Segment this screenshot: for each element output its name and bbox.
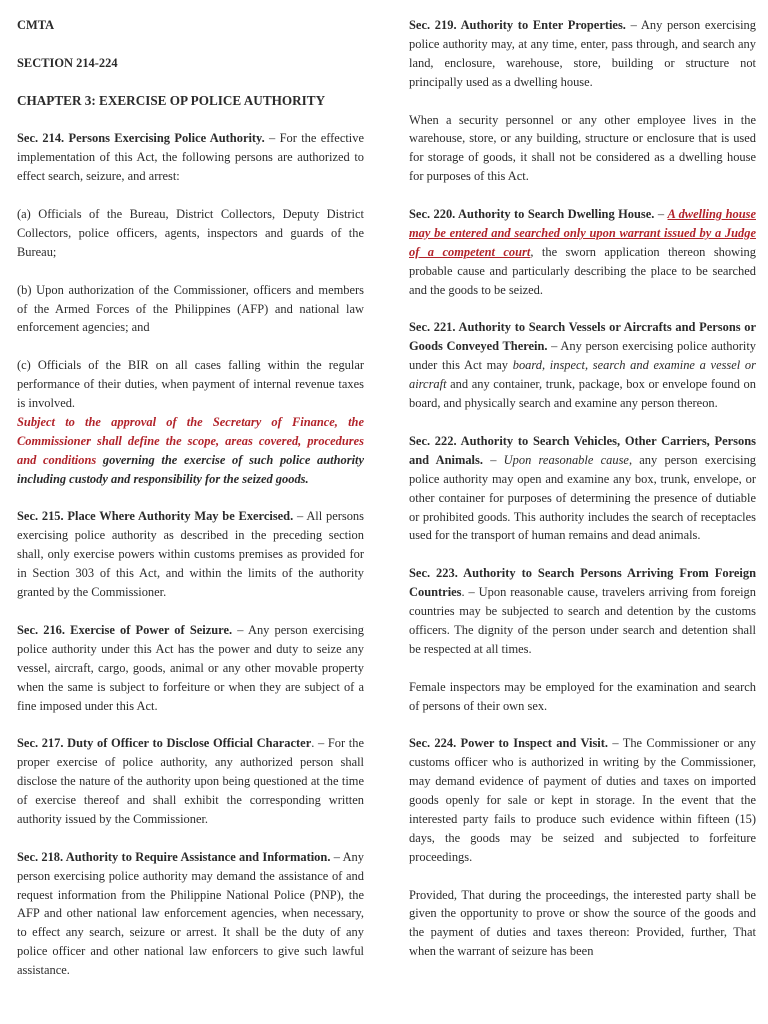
sec-222: Sec. 222. Authority to Search Vehicles, Other Carriers, Persons and Animals. – Upon reasonable cause, any person exercising police authority may open and examine any box, trunk, envelope, or other container for purposes of determining the presence of dutiable or prohibited goods. This authority includes the search of receptacles used for the transport of human remains and dead animals. (409, 433, 757, 543)
chapter-title: CHAPTER 3: EXERCISE OP POLICE AUTHORITY (17, 92, 326, 108)
sec-214-item-b: (b) Upon authorization of the Commissioner, officers and members of the Armed Forces of the Philippines (AFP) and national law enforcement agencies; and (17, 282, 364, 335)
sec-218: Sec. 218. Authority to Require Assistance and Information. – Any person exercising police authority may demand the assistance of and request information from the Philippine National Police (PNP), the AFP and other national law enforcement agencies, when necessary, to effect any search, seizure or arrest. It shall be the duty of any police officer and other national law enforcers to give such lawful assistance. (17, 849, 364, 978)
sec-220-title: Sec. 220. Authority to Search Dwelling House. (409, 207, 655, 222)
sec-221-title: Sec. 221. Authority to Search Vessels or Aircrafts and Persons or Goods Conveyed Therein. (409, 320, 756, 354)
sec-224: Sec. 224. Power to Inspect and Visit. – The Commissioner or any customs officer who is authorized in writing by the Commissioner, may demand evidence of payment of duties and taxes on imported goods openly for sale or kept in storage. In the event that the interested party fails to produce such evidence within fifteen (15) days, the goods may be seized and subjected to forfeiture proceedings. (409, 736, 757, 864)
sec-217-title: Sec. 217. Duty of Officer to Disclose Official Character (17, 736, 312, 751)
right-column (409, 16, 756, 961)
sec-223-para-2: Female inspectors may be employed for the examination and search of persons of their own sex. (409, 679, 756, 713)
sec-214-item-a: (a) Officials of the Bureau, District Collectors, Deputy District Collectors, police officers, agents, inspectors and guards of the Bureau; (17, 207, 364, 259)
sec-219: Sec. 219. Authority to Enter Properties. – Any person exercising police authority may, at any time, enter, pass through, and search any land, enclosure, warehouse, store, building or structure not principally used as a dwelling house. (409, 18, 756, 89)
sec-220-warrant-emphasis: A dwelling house may be entered and searched only upon warrant issued by a Judge of a competent court (409, 207, 756, 259)
sec-217: Sec. 217. Duty of Officer to Disclose Official Character. – For the proper exercise of police authority, any authorized person shall disclose the nature of the authority upon being questioned at the time of exercise thereof and shall exhibit the corresponding written authority issued by the Commissioner. (17, 736, 364, 826)
sec-218-title: Sec. 218. Authority to Require Assistance and Information. (17, 849, 331, 864)
sec-215: Sec. 215. Place Where Authority May be Exercised. – All persons exercising police authority as described in the preceding section shall, only exercise powers within customs premises as provided for in Section 303 of this Act, and within the limits of the authority granted by the Commissioner. (17, 509, 364, 600)
sec-219-title: Sec. 219. Authority to Enter Properties. (409, 18, 626, 32)
sec-224-title: Sec. 224. Power to Inspect and Visit. (409, 736, 609, 751)
sec-224-para-2: Provided, That during the proceedings, the interested party shall be given the opportunity to prove or show the source of the goods and the payment of duties and taxes thereon: Provided, further, That when the warrant of seizure has been (409, 887, 756, 959)
sec-222-title: Sec. 222. Authority to Search Vehicles, Other Carriers, Persons and Animals. (409, 433, 756, 467)
sec-214-subject: Subject to the approval of the Secretary of Finance, the Commissioner shall define the scope, areas covered, procedures and conditions governing the exercise of such police authority including custody and responsibility for the seized goods. (17, 414, 364, 486)
sec-220: Sec. 220. Authority to Search Dwelling House. – A dwelling house may be entered and searched only upon warrant issued by a Judge of a competent court, the sworn application thereon showing probable cause and particularly describing the place to be searched and the goods to be seized. (409, 207, 756, 297)
section-range: SECTION 214-224 (17, 55, 118, 70)
sec-214-item-c: (c) Officials of the BIR on all cases falling within the regular performance of their duties, when payment of internal revenue taxes is involved. (17, 358, 364, 411)
sec-214-intro: Sec. 214. Persons Exercising Police Authority. – For the effective implementation of this Act, the following persons are authorized to effect search, seizure, and arrest: (17, 131, 364, 184)
sec-221: Sec. 221. Authority to Search Vessels or Aircrafts and Persons or Goods Conveyed Therein. – Any person exercising police authority under this Act may board, inspect, search and examine a vessel or aircraft and any container, trunk, package, box or envelope found on board, and physically search and examine any person thereon. (409, 320, 756, 411)
sec-216-title: Sec. 216. Exercise of Power of Seizure. (17, 622, 233, 637)
sec-223: Sec. 223. Authority to Search Persons Arriving From Foreign Countries. – Upon reasonable cause, travelers arriving from foreign countries may be subjected to search and detention by the customs officers. The dignity of the person under search and detention shall be respected at all times. (409, 566, 756, 656)
sec-215-title: Sec. 215. Place Where Authority May be Exercised. (17, 509, 294, 524)
left-column (17, 16, 364, 980)
sec-214-title: Sec. 214. Persons Exercising Police Authority. (17, 131, 265, 146)
sec-219-para-2: When a security personnel or any other employee lives in the warehouse, store, or any building, structure or enclosure that is used for storage of goods, it shall not be considered as a dwelling house for purposes of this Act. (409, 112, 756, 184)
document-header (17, 16, 364, 111)
sec-216: Sec. 216. Exercise of Power of Seizure. – Any person exercising police authority under this Act has the power and duty to seize any vessel, aircraft, cargo, goods, animal or any other movable property when the same is subject to forfeiture or when they are subject of a fine imposed under this Act. (17, 622, 364, 713)
code-title: CMTA (17, 18, 55, 32)
sec-223-title: Sec. 223. Authority to Search Persons Arriving From Foreign Countries (409, 566, 756, 600)
